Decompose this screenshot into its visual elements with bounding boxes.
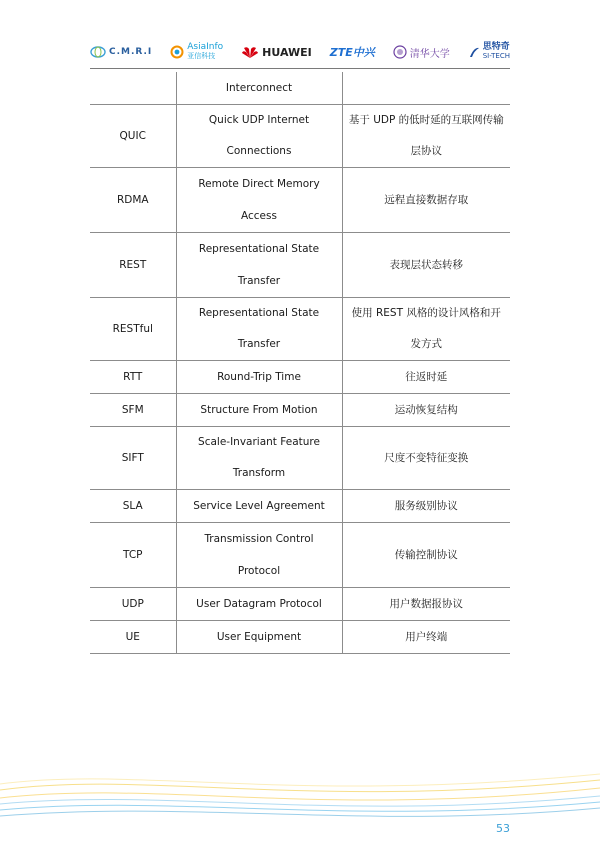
table-row [90, 72, 510, 105]
full-name-cell: Round-Trip Time [176, 361, 342, 394]
chinese-cell: 传输控制协议 [342, 523, 510, 588]
abbr-cell: RESTful [90, 298, 176, 361]
abbr-cell: SLA [90, 490, 176, 523]
table-row [90, 394, 510, 427]
chinese-cell: 往返时延 [342, 361, 510, 394]
table-row [90, 588, 510, 621]
table-row [90, 361, 510, 394]
chinese-cell: 用户数据报协议 [342, 588, 510, 621]
full-name-cell: Representational State Transfer [176, 298, 342, 361]
full-name-cell: Structure From Motion [176, 394, 342, 427]
chinese-cell: 服务级别协议 [342, 490, 510, 523]
header-divider [90, 68, 510, 69]
full-name-cell: Service Level Agreement [176, 490, 342, 523]
table-row [90, 168, 510, 233]
abbr-cell: RDMA [90, 168, 176, 233]
asiainfo-ring-icon [170, 45, 184, 59]
logo-tsinghua: 清华大学 [393, 45, 450, 60]
full-name-cell: Scale-Invariant Feature Transform [176, 427, 342, 490]
abbr-cell: UDP [90, 588, 176, 621]
cmri-globe-icon [90, 45, 106, 59]
logo-zte: ZTE中兴 [329, 46, 375, 59]
page-header [90, 38, 510, 66]
table-row [90, 233, 510, 298]
abbr-cell: REST [90, 233, 176, 298]
full-name-cell: User Datagram Protocol [176, 588, 342, 621]
chinese-cell [342, 72, 510, 105]
table-row [90, 427, 510, 490]
table-row [90, 490, 510, 523]
abbr-cell: RTT [90, 361, 176, 394]
chinese-cell: 运动恢复结构 [342, 394, 510, 427]
full-name-cell: Remote Direct Memory Access [176, 168, 342, 233]
logo-sitech: 思特奇 SI-TECH [468, 43, 510, 61]
chinese-cell: 用户终端 [342, 621, 510, 654]
table-row [90, 523, 510, 588]
sitech-swoosh-icon [468, 45, 480, 59]
table-row [90, 298, 510, 361]
table-row [90, 621, 510, 654]
logo-cmri: C.M.R.I [90, 45, 152, 59]
full-name-cell: Interconnect [176, 72, 342, 105]
huawei-petal-icon [241, 45, 259, 59]
abbr-cell: SIFT [90, 427, 176, 490]
full-name-cell: Transmission Control Protocol [176, 523, 342, 588]
abbreviation-table [90, 72, 510, 654]
logo-asiainfo: AsiaInfo 亚信科技 [170, 43, 223, 61]
chinese-cell: 使用 REST 风格的设计风格和开发方式 [342, 298, 510, 361]
table-row [90, 105, 510, 168]
chinese-cell: 尺度不变特征变换 [342, 427, 510, 490]
abbr-cell: SFM [90, 394, 176, 427]
footer-wave-decoration [0, 760, 600, 830]
abbr-cell: TCP [90, 523, 176, 588]
abbr-cell: UE [90, 621, 176, 654]
chinese-cell: 表现层状态转移 [342, 233, 510, 298]
abbr-cell [90, 72, 176, 105]
logo-huawei: HUAWEI [241, 45, 312, 59]
chinese-cell: 基于 UDP 的低时延的互联网传输层协议 [342, 105, 510, 168]
full-name-cell: User Equipment [176, 621, 342, 654]
tsinghua-seal-icon [393, 45, 407, 59]
chinese-cell: 远程直接数据存取 [342, 168, 510, 233]
page-number: 53 [496, 822, 510, 835]
abbr-cell: QUIC [90, 105, 176, 168]
full-name-cell: Quick UDP Internet Connections [176, 105, 342, 168]
full-name-cell: Representational State Transfer [176, 233, 342, 298]
